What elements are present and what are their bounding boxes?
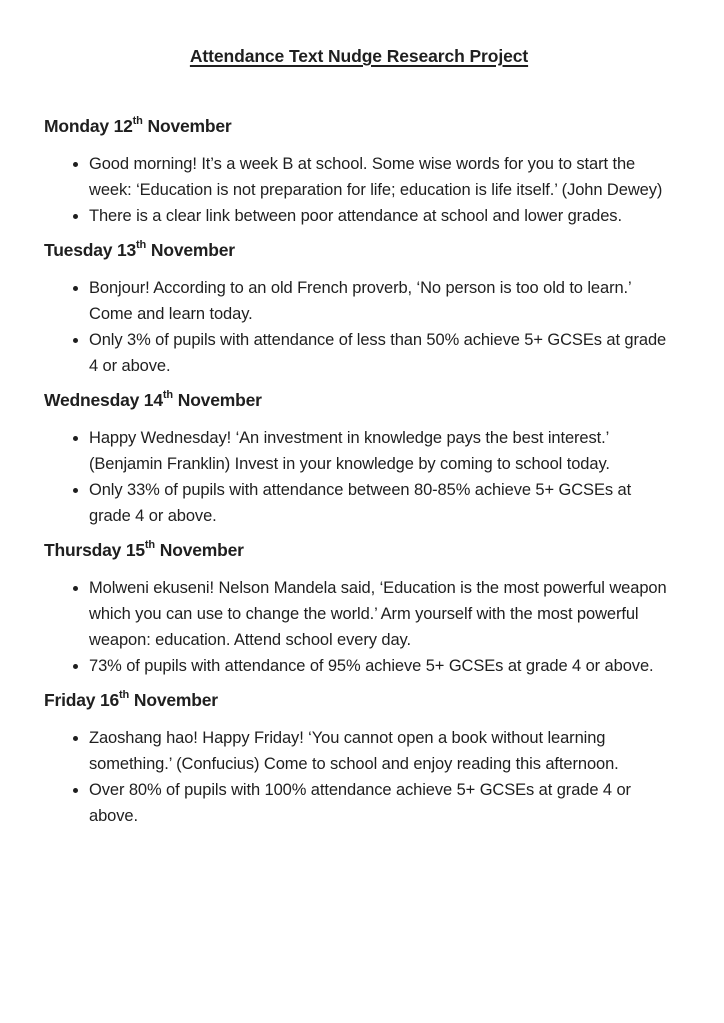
- bullet-item: • Over 80% of pupils with 100% attendance achieve 5+ GCSEs at grade 4 or above.: [89, 777, 667, 829]
- heading-ordinal: th: [136, 239, 147, 252]
- heading-ordinal: th: [119, 689, 130, 702]
- section-heading-tuesday: [44, 239, 674, 261]
- section-tuesday: [44, 239, 674, 379]
- bullet-item: • Bonjour! According to an old French proverb, ‘No person is too old to learn.’ Come and learn today.: [89, 275, 667, 327]
- bullet-list-thursday: [44, 575, 674, 679]
- bullet-item: • Happy Wednesday! ‘An investment in knowledge pays the best interest.’ (Benjamin Franklin) Invest in your knowledge by coming to school today.: [89, 425, 667, 477]
- heading-month: November: [147, 116, 232, 136]
- bullet-item: • There is a clear link between poor attendance at school and lower grades.: [89, 203, 667, 229]
- bullet-list-monday: [44, 151, 674, 229]
- section-heading-thursday: [44, 539, 674, 561]
- bullet-item: • Only 33% of pupils with attendance between 80-85% achieve 5+ GCSEs at grade 4 or above.: [89, 477, 667, 529]
- section-heading-friday: [44, 689, 674, 711]
- heading-ordinal: th: [144, 539, 155, 552]
- heading-day-date: Wednesday 14: [44, 390, 163, 410]
- bullet-item: • Zaoshang hao! Happy Friday! ‘You cannot open a book without learning something.’ (Confucius) Come to school and enjoy reading this afternoon.: [89, 725, 667, 777]
- bullet-item: • Molweni ekuseni! Nelson Mandela said, ‘Education is the most powerful weapon which you can use to change the world.’ Arm yourself with the most powerful weapon: education. Attend school every day.: [89, 575, 667, 653]
- section-thursday: [44, 539, 674, 679]
- heading-ordinal: th: [162, 389, 173, 402]
- section-heading-monday: [44, 115, 674, 137]
- section-heading-wednesday: [44, 389, 674, 411]
- bullet-list-friday: [44, 725, 674, 829]
- heading-day-date: Thursday 15: [44, 540, 145, 560]
- heading-month: November: [133, 690, 218, 710]
- heading-day-date: Friday 16: [44, 690, 120, 710]
- heading-ordinal: th: [132, 115, 143, 128]
- heading-month: November: [177, 390, 262, 410]
- bullet-item: • Only 3% of pupils with attendance of less than 50% achieve 5+ GCSEs at grade 4 or above.: [89, 327, 667, 379]
- heading-day-date: Tuesday 13: [44, 240, 137, 260]
- section-monday: [44, 115, 674, 229]
- section-friday: [44, 689, 674, 829]
- bullet-list-wednesday: [44, 425, 674, 529]
- document-title: Attendance Text Nudge Research Project: [189, 46, 529, 66]
- bullet-list-tuesday: [44, 275, 674, 379]
- bullet-item: • Good morning! It’s a week B at school. Some wise words for you to start the week: ‘Education is not preparation for life; education is life itself.’ (John Dewey): [89, 151, 667, 203]
- heading-month: November: [150, 240, 235, 260]
- heading-month: November: [159, 540, 244, 560]
- bullet-item: • 73% of pupils with attendance of 95% achieve 5+ GCSEs at grade 4 or above.: [89, 653, 667, 679]
- section-wednesday: [44, 389, 674, 529]
- heading-day-date: Monday 12: [44, 116, 133, 136]
